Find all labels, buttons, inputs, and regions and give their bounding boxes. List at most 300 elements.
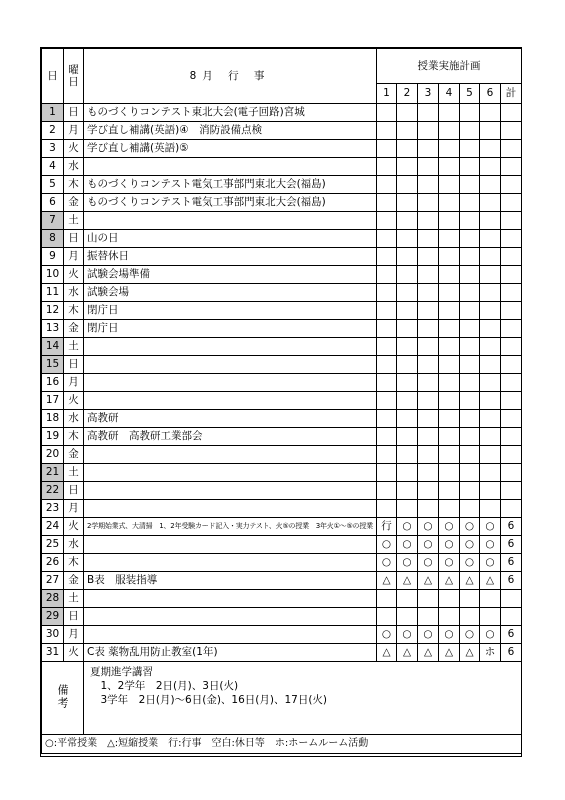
day-cell: 9 bbox=[42, 248, 64, 266]
period-6-mark bbox=[480, 392, 501, 410]
event-cell bbox=[84, 482, 377, 500]
period-5-mark bbox=[460, 176, 480, 194]
period-4-mark bbox=[439, 428, 460, 446]
period-6-mark: ○ bbox=[480, 626, 501, 644]
notes-line: 1、2学年 2日(月)、3日(火) bbox=[90, 680, 239, 693]
period-5-mark bbox=[460, 590, 480, 608]
event-cell bbox=[84, 626, 377, 644]
table-row bbox=[42, 518, 522, 536]
period-total-cell: 6 bbox=[501, 518, 522, 536]
period-6-mark bbox=[480, 194, 501, 212]
weekday-cell: 木 bbox=[64, 176, 84, 194]
period-3-mark: △ bbox=[418, 644, 439, 662]
period-1-mark bbox=[377, 248, 397, 266]
weekday-cell: 木 bbox=[64, 428, 84, 446]
period-2-mark bbox=[397, 356, 418, 374]
notes-label-cell bbox=[42, 662, 84, 735]
day-cell: 20 bbox=[42, 446, 64, 464]
period-1-mark bbox=[377, 590, 397, 608]
dow-header-line1: 曜 bbox=[68, 63, 79, 76]
weekday-cell: 火 bbox=[64, 392, 84, 410]
period-2-mark bbox=[397, 230, 418, 248]
period-5-mark bbox=[460, 608, 480, 626]
table-row bbox=[42, 554, 522, 572]
period-1-mark bbox=[377, 374, 397, 392]
weekday-cell: 水 bbox=[64, 158, 84, 176]
period-total-cell: 6 bbox=[501, 644, 522, 662]
event-cell bbox=[84, 446, 377, 464]
period-5-mark bbox=[460, 374, 480, 392]
period-2-mark bbox=[397, 446, 418, 464]
period-3-mark: ○ bbox=[418, 554, 439, 572]
period-1-mark bbox=[377, 194, 397, 212]
period-total-cell: 6 bbox=[501, 536, 522, 554]
weekday-cell: 日 bbox=[64, 230, 84, 248]
period-total-cell: 6 bbox=[501, 572, 522, 590]
day-cell: 12 bbox=[42, 302, 64, 320]
table-row bbox=[42, 464, 522, 482]
period-3-mark bbox=[418, 248, 439, 266]
schedule-table bbox=[41, 48, 522, 754]
event-cell: ものづくりコンテスト東北大会(電子回路)宮城 bbox=[84, 104, 377, 122]
day-cell: 21 bbox=[42, 464, 64, 482]
period-5-mark bbox=[460, 104, 480, 122]
period-1-mark: 行 bbox=[377, 518, 397, 536]
period-6-mark bbox=[480, 104, 501, 122]
period-5-mark bbox=[460, 230, 480, 248]
day-cell: 5 bbox=[42, 176, 64, 194]
event-cell bbox=[84, 464, 377, 482]
event-cell: B表 服装指導 bbox=[84, 572, 377, 590]
event-cell: 振替休日 bbox=[84, 248, 377, 266]
event-cell: 学び直し補講(英語)⑤ bbox=[84, 140, 377, 158]
period-4-mark bbox=[439, 410, 460, 428]
period-2-mark bbox=[397, 140, 418, 158]
period-1-mark: ○ bbox=[377, 626, 397, 644]
table-row bbox=[42, 176, 522, 194]
event-cell: 山の日 bbox=[84, 230, 377, 248]
period-4-mark bbox=[439, 320, 460, 338]
period-4-mark: ○ bbox=[439, 536, 460, 554]
period-header-3: 3 bbox=[418, 84, 439, 104]
day-cell: 23 bbox=[42, 500, 64, 518]
table-row bbox=[42, 194, 522, 212]
event-cell: 試験会場 bbox=[84, 284, 377, 302]
period-total-cell: 6 bbox=[501, 554, 522, 572]
period-3-mark bbox=[418, 464, 439, 482]
table-row bbox=[42, 158, 522, 176]
period-4-mark: △ bbox=[439, 572, 460, 590]
weekday-cell: 木 bbox=[64, 302, 84, 320]
period-6-mark bbox=[480, 158, 501, 176]
period-2-mark: ○ bbox=[397, 518, 418, 536]
period-6-mark bbox=[480, 410, 501, 428]
period-2-mark bbox=[397, 266, 418, 284]
weekday-cell: 水 bbox=[64, 284, 84, 302]
period-5-mark bbox=[460, 446, 480, 464]
day-cell: 6 bbox=[42, 194, 64, 212]
table-row bbox=[42, 590, 522, 608]
period-1-mark: △ bbox=[377, 572, 397, 590]
period-6-mark bbox=[480, 230, 501, 248]
period-5-mark bbox=[460, 464, 480, 482]
period-6-mark bbox=[480, 140, 501, 158]
period-2-mark bbox=[397, 284, 418, 302]
period-2-mark bbox=[397, 482, 418, 500]
period-total-cell bbox=[501, 320, 522, 338]
period-3-mark bbox=[418, 158, 439, 176]
period-total-cell: 6 bbox=[501, 626, 522, 644]
event-cell bbox=[84, 158, 377, 176]
day-cell: 16 bbox=[42, 374, 64, 392]
period-5-mark bbox=[460, 248, 480, 266]
dow-column-header bbox=[64, 49, 84, 104]
period-total-cell bbox=[501, 194, 522, 212]
plan-header: 授業実施計画 bbox=[377, 49, 522, 84]
period-3-mark bbox=[418, 356, 439, 374]
period-3-mark bbox=[418, 122, 439, 140]
period-1-mark: △ bbox=[377, 644, 397, 662]
period-2-mark bbox=[397, 392, 418, 410]
period-total-cell bbox=[501, 500, 522, 518]
period-2-mark: △ bbox=[397, 572, 418, 590]
event-cell: 試験会場準備 bbox=[84, 266, 377, 284]
weekday-cell: 日 bbox=[64, 482, 84, 500]
table-row bbox=[42, 338, 522, 356]
notes-row bbox=[42, 662, 522, 735]
period-3-mark: △ bbox=[418, 572, 439, 590]
period-6-mark bbox=[480, 338, 501, 356]
day-cell: 13 bbox=[42, 320, 64, 338]
weekday-cell: 月 bbox=[64, 626, 84, 644]
weekday-cell: 火 bbox=[64, 140, 84, 158]
period-5-mark bbox=[460, 212, 480, 230]
period-1-mark bbox=[377, 266, 397, 284]
day-cell: 1 bbox=[42, 104, 64, 122]
period-5-mark: ○ bbox=[460, 626, 480, 644]
weekday-cell: 火 bbox=[64, 644, 84, 662]
event-cell bbox=[84, 374, 377, 392]
period-4-mark: ○ bbox=[439, 518, 460, 536]
period-2-mark bbox=[397, 374, 418, 392]
period-1-mark bbox=[377, 338, 397, 356]
period-header-total: 計 bbox=[501, 84, 522, 104]
day-cell: 27 bbox=[42, 572, 64, 590]
period-total-cell bbox=[501, 374, 522, 392]
period-3-mark bbox=[418, 104, 439, 122]
period-2-mark bbox=[397, 158, 418, 176]
period-4-mark bbox=[439, 284, 460, 302]
period-total-cell bbox=[501, 176, 522, 194]
notes-line: 3学年 2日(月)～6日(金)、16日(月)、17日(火) bbox=[90, 694, 328, 707]
weekday-cell: 水 bbox=[64, 410, 84, 428]
period-3-mark bbox=[418, 392, 439, 410]
weekday-cell: 土 bbox=[64, 464, 84, 482]
period-6-mark bbox=[480, 266, 501, 284]
period-total-cell bbox=[501, 464, 522, 482]
period-2-mark bbox=[397, 608, 418, 626]
event-cell: 高教研 高教研工業部会 bbox=[84, 428, 377, 446]
period-total-cell bbox=[501, 428, 522, 446]
period-2-mark bbox=[397, 212, 418, 230]
period-6-mark bbox=[480, 356, 501, 374]
period-1-mark bbox=[377, 158, 397, 176]
day-cell: 14 bbox=[42, 338, 64, 356]
day-cell: 25 bbox=[42, 536, 64, 554]
event-cell bbox=[84, 392, 377, 410]
period-2-mark bbox=[397, 302, 418, 320]
period-2-mark bbox=[397, 104, 418, 122]
table-row bbox=[42, 410, 522, 428]
notes-label: 備考 bbox=[56, 683, 69, 710]
table-row bbox=[42, 446, 522, 464]
period-2-mark bbox=[397, 590, 418, 608]
period-2-mark bbox=[397, 194, 418, 212]
day-cell: 24 bbox=[42, 518, 64, 536]
table-row bbox=[42, 212, 522, 230]
period-6-mark: ○ bbox=[480, 536, 501, 554]
period-1-mark bbox=[377, 608, 397, 626]
day-cell: 11 bbox=[42, 284, 64, 302]
day-cell: 15 bbox=[42, 356, 64, 374]
period-2-mark bbox=[397, 320, 418, 338]
event-cell bbox=[84, 554, 377, 572]
event-cell bbox=[84, 590, 377, 608]
period-6-mark bbox=[480, 428, 501, 446]
period-3-mark: ○ bbox=[418, 626, 439, 644]
period-1-mark bbox=[377, 392, 397, 410]
period-total-cell bbox=[501, 446, 522, 464]
table-row bbox=[42, 356, 522, 374]
period-3-mark bbox=[418, 176, 439, 194]
period-total-cell bbox=[501, 122, 522, 140]
period-total-cell bbox=[501, 590, 522, 608]
period-4-mark bbox=[439, 140, 460, 158]
period-4-mark bbox=[439, 608, 460, 626]
period-6-mark bbox=[480, 482, 501, 500]
day-cell: 29 bbox=[42, 608, 64, 626]
period-6-mark bbox=[480, 176, 501, 194]
period-2-mark: △ bbox=[397, 644, 418, 662]
page-title: 8月 行 事 bbox=[84, 49, 377, 104]
period-2-mark bbox=[397, 410, 418, 428]
period-5-mark: ○ bbox=[460, 536, 480, 554]
period-5-mark: △ bbox=[460, 572, 480, 590]
period-5-mark bbox=[460, 428, 480, 446]
period-4-mark bbox=[439, 500, 460, 518]
period-1-mark: ○ bbox=[377, 554, 397, 572]
period-3-mark bbox=[418, 140, 439, 158]
period-3-mark bbox=[418, 590, 439, 608]
day-cell: 30 bbox=[42, 626, 64, 644]
period-1-mark bbox=[377, 428, 397, 446]
table-row bbox=[42, 536, 522, 554]
period-5-mark: ○ bbox=[460, 554, 480, 572]
weekday-cell: 日 bbox=[64, 608, 84, 626]
period-3-mark bbox=[418, 266, 439, 284]
period-4-mark bbox=[439, 248, 460, 266]
weekday-cell: 火 bbox=[64, 266, 84, 284]
period-header-6: 6 bbox=[480, 84, 501, 104]
period-3-mark bbox=[418, 320, 439, 338]
weekday-cell: 水 bbox=[64, 536, 84, 554]
period-1-mark bbox=[377, 356, 397, 374]
period-4-mark bbox=[439, 464, 460, 482]
table-row bbox=[42, 140, 522, 158]
weekday-cell: 火 bbox=[64, 518, 84, 536]
weekday-cell: 日 bbox=[64, 104, 84, 122]
table-row bbox=[42, 122, 522, 140]
period-4-mark bbox=[439, 338, 460, 356]
period-total-cell bbox=[501, 104, 522, 122]
event-cell: 2学期始業式、大清掃 1、2年受験カード記入・実力テスト、火⑤の授業 3年火①～⑤の授業 bbox=[84, 518, 377, 536]
table-row bbox=[42, 320, 522, 338]
period-6-mark bbox=[480, 302, 501, 320]
period-2-mark bbox=[397, 338, 418, 356]
period-total-cell bbox=[501, 140, 522, 158]
table-row bbox=[42, 572, 522, 590]
period-4-mark bbox=[439, 266, 460, 284]
period-1-mark: ○ bbox=[377, 536, 397, 554]
period-6-mark bbox=[480, 590, 501, 608]
period-6-mark bbox=[480, 608, 501, 626]
period-6-mark: ○ bbox=[480, 554, 501, 572]
calendar-sheet bbox=[40, 47, 522, 757]
period-total-cell bbox=[501, 608, 522, 626]
day-cell: 31 bbox=[42, 644, 64, 662]
period-3-mark bbox=[418, 302, 439, 320]
period-1-mark bbox=[377, 446, 397, 464]
period-4-mark: ○ bbox=[439, 554, 460, 572]
period-3-mark bbox=[418, 374, 439, 392]
period-1-mark bbox=[377, 284, 397, 302]
period-3-mark: ○ bbox=[418, 536, 439, 554]
period-total-cell bbox=[501, 338, 522, 356]
period-total-cell bbox=[501, 158, 522, 176]
event-cell: 学び直し補講(英語)④ 消防設備点検 bbox=[84, 122, 377, 140]
table-row bbox=[42, 230, 522, 248]
period-1-mark bbox=[377, 212, 397, 230]
table-row bbox=[42, 428, 522, 446]
period-total-cell bbox=[501, 302, 522, 320]
event-cell: C表 薬物乱用防止教室(1年) bbox=[84, 644, 377, 662]
weekday-cell: 土 bbox=[64, 212, 84, 230]
weekday-cell: 金 bbox=[64, 446, 84, 464]
period-4-mark bbox=[439, 482, 460, 500]
period-4-mark bbox=[439, 158, 460, 176]
period-5-mark bbox=[460, 356, 480, 374]
period-5-mark bbox=[460, 284, 480, 302]
period-4-mark bbox=[439, 230, 460, 248]
period-3-mark bbox=[418, 482, 439, 500]
period-header-2: 2 bbox=[397, 84, 418, 104]
day-cell: 8 bbox=[42, 230, 64, 248]
day-cell: 4 bbox=[42, 158, 64, 176]
period-1-mark bbox=[377, 176, 397, 194]
legend-text: ○:平常授業 △:短縮授業 行:行事 空白:休日等 ホ:ホームルーム活動 bbox=[42, 735, 522, 754]
period-1-mark bbox=[377, 140, 397, 158]
period-3-mark bbox=[418, 446, 439, 464]
table-row bbox=[42, 626, 522, 644]
weekday-cell: 金 bbox=[64, 194, 84, 212]
event-cell: 高教研 bbox=[84, 410, 377, 428]
period-5-mark bbox=[460, 122, 480, 140]
period-2-mark bbox=[397, 248, 418, 266]
period-2-mark bbox=[397, 464, 418, 482]
period-total-cell bbox=[501, 482, 522, 500]
period-5-mark: △ bbox=[460, 644, 480, 662]
day-cell: 7 bbox=[42, 212, 64, 230]
weekday-cell: 土 bbox=[64, 338, 84, 356]
table-row bbox=[42, 266, 522, 284]
period-4-mark bbox=[439, 374, 460, 392]
period-6-mark bbox=[480, 446, 501, 464]
period-total-cell bbox=[501, 212, 522, 230]
period-6-mark bbox=[480, 122, 501, 140]
period-5-mark bbox=[460, 266, 480, 284]
period-4-mark bbox=[439, 446, 460, 464]
weekday-cell: 月 bbox=[64, 122, 84, 140]
period-4-mark bbox=[439, 176, 460, 194]
period-4-mark bbox=[439, 104, 460, 122]
table-row bbox=[42, 248, 522, 266]
period-3-mark bbox=[418, 230, 439, 248]
period-header-4: 4 bbox=[439, 84, 460, 104]
event-cell: ものづくりコンテスト電気工事部門東北大会(福島) bbox=[84, 194, 377, 212]
period-5-mark bbox=[460, 158, 480, 176]
period-2-mark: ○ bbox=[397, 536, 418, 554]
weekday-cell: 金 bbox=[64, 320, 84, 338]
period-2-mark bbox=[397, 122, 418, 140]
period-1-mark bbox=[377, 320, 397, 338]
day-column-header: 日 bbox=[42, 49, 64, 104]
period-total-cell bbox=[501, 392, 522, 410]
period-4-mark bbox=[439, 122, 460, 140]
day-cell: 17 bbox=[42, 392, 64, 410]
period-5-mark bbox=[460, 500, 480, 518]
table-row bbox=[42, 500, 522, 518]
period-1-mark bbox=[377, 482, 397, 500]
period-total-cell bbox=[501, 266, 522, 284]
period-3-mark bbox=[418, 500, 439, 518]
table-row bbox=[42, 608, 522, 626]
period-2-mark: ○ bbox=[397, 554, 418, 572]
period-4-mark bbox=[439, 302, 460, 320]
day-cell: 26 bbox=[42, 554, 64, 572]
period-total-cell bbox=[501, 356, 522, 374]
period-2-mark bbox=[397, 500, 418, 518]
event-cell bbox=[84, 500, 377, 518]
period-5-mark bbox=[460, 320, 480, 338]
weekday-cell: 木 bbox=[64, 554, 84, 572]
table-row bbox=[42, 482, 522, 500]
event-cell bbox=[84, 608, 377, 626]
dow-header-line2: 日 bbox=[68, 76, 79, 88]
event-cell bbox=[84, 356, 377, 374]
period-3-mark bbox=[418, 194, 439, 212]
period-3-mark bbox=[418, 338, 439, 356]
table-row bbox=[42, 302, 522, 320]
day-cell: 19 bbox=[42, 428, 64, 446]
period-3-mark bbox=[418, 608, 439, 626]
period-3-mark: ○ bbox=[418, 518, 439, 536]
period-1-mark bbox=[377, 104, 397, 122]
period-1-mark bbox=[377, 230, 397, 248]
period-4-mark bbox=[439, 194, 460, 212]
period-5-mark bbox=[460, 410, 480, 428]
period-5-mark: ○ bbox=[460, 518, 480, 536]
period-5-mark bbox=[460, 482, 480, 500]
